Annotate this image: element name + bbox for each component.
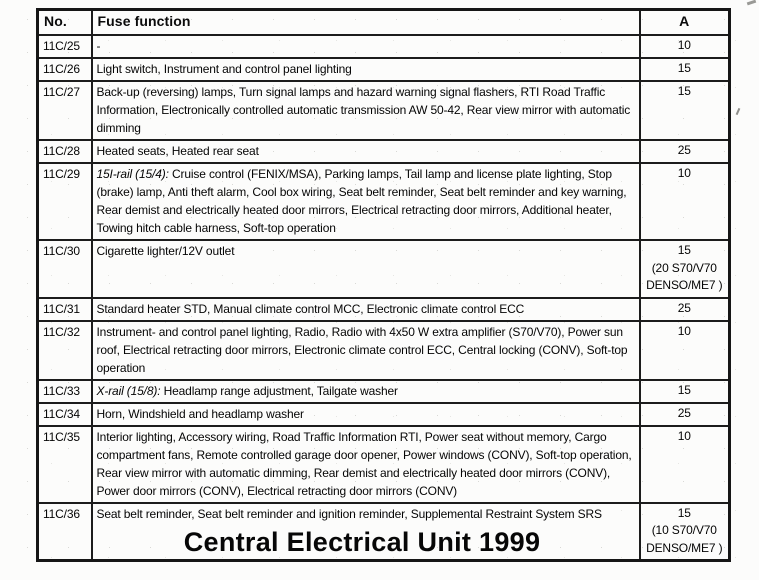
fuse-function-cell: -	[92, 35, 640, 58]
amp-line: 25	[677, 300, 691, 315]
amp-line: 15	[677, 61, 691, 75]
fuse-amp-cell	[640, 321, 730, 380]
fuse-table-header	[38, 10, 730, 36]
fuse-no-cell: 11C/31	[38, 298, 92, 321]
amp-line: 10	[677, 323, 691, 338]
fuse-function-cell: Instrument- and control panel lighting, Radio, Radio with 4x50 W extra amplifier (S70/V70), Power sun roof, Electrical retracting door mirrors, Electronic climate control ECC, Central locking (CONV), Soft-top operation	[92, 321, 640, 380]
fuse-amp-cell	[640, 58, 730, 81]
fuse-row	[38, 321, 730, 380]
amp-line: 25	[677, 405, 691, 420]
fuse-amp-cell	[640, 298, 730, 321]
amp-line: 15	[677, 84, 691, 98]
header-amperage: A	[640, 10, 730, 36]
fuse-function-cell: Back-up (reversing) lamps, Turn signal lamps and hazard warning signal flashers, RTI Road Traffic Information, Electronically controlled automatic transmission AW 50-42, Rear view mirror with automatic dimming	[92, 81, 640, 140]
rail-label-italic: 15I-rail (15/4):	[96, 167, 169, 181]
fuse-row	[38, 81, 730, 140]
fuse-amp-cell	[640, 163, 730, 240]
fuse-function-cell: Light switch, Instrument and control panel lighting	[92, 58, 640, 81]
fuse-no-cell: 11C/33	[38, 380, 92, 403]
fuse-no-cell: 11C/28	[38, 140, 92, 163]
fuse-table-body	[38, 35, 730, 561]
fuse-amp-cell	[640, 140, 730, 163]
fuse-row	[38, 35, 730, 58]
fuse-function-cell: Standard heater STD, Manual climate control MCC, Electronic climate control ECC	[92, 298, 640, 321]
header-no: No.	[38, 10, 92, 36]
fuse-function-cell: Cigarette lighter/12V outlet	[92, 240, 640, 298]
fuse-amp-cell	[640, 403, 730, 426]
amp-line: DENSO/ME7 )	[646, 278, 723, 292]
fuse-row	[38, 298, 730, 321]
fuse-row	[38, 403, 730, 426]
fuse-amp-cell	[640, 240, 730, 298]
fuse-function-cell: Heated seats, Heated rear seat	[92, 140, 640, 163]
fuse-row	[38, 380, 730, 403]
fuse-table	[36, 8, 731, 562]
amp-line: 10	[677, 428, 691, 443]
fuse-no-cell: 11C/36	[38, 503, 92, 561]
amp-line: 10	[677, 38, 691, 52]
amp-line: 25	[677, 143, 691, 157]
fuse-amp-cell	[640, 81, 730, 140]
fuse-function-cell: Seat belt reminder, Seat belt reminder and ignition reminder, Supplemental Restraint System SRS	[92, 503, 640, 561]
fuse-row	[38, 240, 730, 298]
scan-artifact	[747, 0, 756, 5]
fuse-no-cell: 11C/29	[38, 163, 92, 240]
amp-line: 15	[677, 243, 691, 257]
fuse-row	[38, 140, 730, 163]
page-title: Central Electrical Unit 1999	[183, 527, 541, 557]
fuse-function-cell: 15I-rail (15/4): Cruise control (FENIX/MSA), Parking lamps, Tail lamp and license plate lighting, Stop (brake) lamp, Anti theft alarm, Cool box wiring, Seat belt reminder, Seat belt reminder and key warning, Rear demist and electrically heated door mirrors, Electrical retracting door mirrors, Additional heater, Towing hitch cable harness, Soft-top operation	[92, 163, 640, 240]
scan-artifact	[736, 108, 741, 115]
header-row	[38, 10, 730, 36]
fuse-row	[38, 163, 730, 240]
fuse-no-cell: 11C/35	[38, 426, 92, 503]
fuse-function-cell: Horn, Windshield and headlamp washer	[92, 403, 640, 426]
fuse-no-cell: 11C/32	[38, 321, 92, 380]
fuse-amp-cell	[640, 426, 730, 503]
fuse-amp-cell	[640, 380, 730, 403]
fuse-no-cell: 11C/26	[38, 58, 92, 81]
fuse-row	[38, 426, 730, 503]
amp-line: 10	[677, 166, 691, 180]
fuse-row	[38, 58, 730, 81]
fuse-amp-cell	[640, 35, 730, 58]
amp-line: (20 S70/V70	[651, 260, 717, 275]
header-fuse-function: Fuse function	[92, 10, 640, 36]
fuse-no-cell: 11C/30	[38, 240, 92, 298]
fuse-no-cell: 11C/25	[38, 35, 92, 58]
fuse-function-cell: Interior lighting, Accessory wiring, Road Traffic Information RTI, Power seat without memory, Cargo compartment fans, Remote controlled garage door opener, Power windows (CONV), Soft-top operation, Rear view mirror with automatic dimming, Rear demist and electrically heated door mirrors (CONV), Power door mirrors (CONV), Electrical retracting door mirrors (CONV)	[92, 426, 640, 503]
fuse-no-cell: 11C/34	[38, 403, 92, 426]
amp-line: 15	[677, 505, 691, 520]
amp-line: (10 S70/V70	[651, 523, 717, 537]
amp-line: DENSO/ME7 )	[646, 540, 723, 555]
fuse-no-cell: 11C/27	[38, 81, 92, 140]
fuse-function-cell: X-rail (15/8): Headlamp range adjustment, Tailgate washer	[92, 380, 640, 403]
rail-label-italic: X-rail (15/8):	[96, 383, 161, 398]
amp-line: 15	[677, 382, 691, 397]
